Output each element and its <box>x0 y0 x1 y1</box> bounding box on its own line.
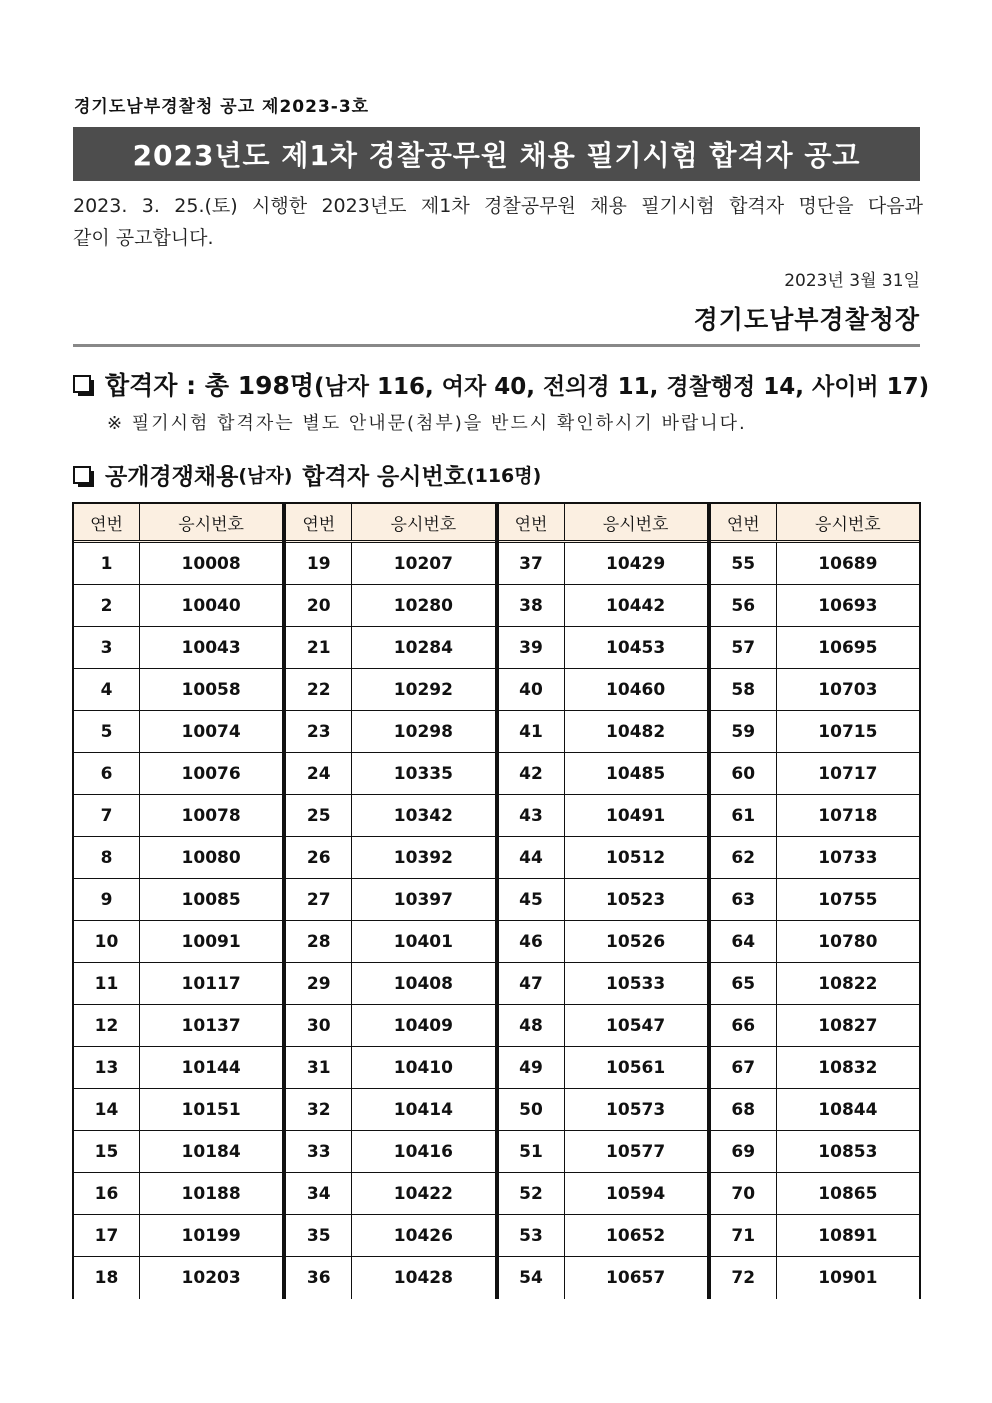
cell-serial: 67 <box>711 1047 777 1088</box>
table-row <box>499 1131 707 1173</box>
table-row <box>711 1173 919 1215</box>
table-row <box>499 921 707 963</box>
cell-serial: 9 <box>74 879 140 920</box>
cell-exam-number: 10184 <box>181 1141 241 1162</box>
table-row <box>711 879 919 921</box>
table-row <box>499 1215 707 1257</box>
summary-label: 합격자 : 총 198명 <box>105 371 315 400</box>
issuer-name: 경기도남부경찰청장 <box>693 305 920 334</box>
cell-exam-number: 10561 <box>606 1057 666 1078</box>
header-cell-id: 응시번호 <box>602 514 669 535</box>
cell-serial: 52 <box>499 1173 565 1214</box>
cell-serial: 51 <box>499 1131 565 1172</box>
cell-serial: 37 <box>499 543 565 584</box>
table-row <box>74 1005 282 1047</box>
cell-exam-number: 10078 <box>181 805 241 826</box>
cell-exam-number: 10689 <box>818 553 878 574</box>
cell-serial: 1 <box>74 543 140 584</box>
cell-exam-number: 10076 <box>181 763 241 784</box>
divider <box>73 344 920 347</box>
cell-exam-number: 10392 <box>393 847 453 868</box>
table-row <box>286 1131 494 1173</box>
table-row <box>499 543 707 585</box>
cell-exam-number: 10342 <box>393 805 453 826</box>
cell-exam-number: 10408 <box>393 973 453 994</box>
cell-serial: 47 <box>499 963 565 1004</box>
section-heading <box>73 458 541 491</box>
cell-exam-number: 10695 <box>818 637 878 658</box>
table-row <box>711 543 919 585</box>
cell-serial: 57 <box>711 627 777 668</box>
table-row <box>74 669 282 711</box>
cell-exam-number: 10284 <box>393 637 453 658</box>
cell-exam-number: 10008 <box>181 553 241 574</box>
cell-serial: 45 <box>499 879 565 920</box>
cell-exam-number: 10429 <box>606 553 666 574</box>
table-row <box>286 711 494 753</box>
cell-exam-number: 10442 <box>606 595 666 616</box>
cell-serial: 70 <box>711 1173 777 1214</box>
table-row <box>499 585 707 627</box>
cell-serial: 16 <box>74 1173 140 1214</box>
summary-heading <box>73 366 929 402</box>
table-row <box>711 669 919 711</box>
cell-exam-number: 10832 <box>818 1057 878 1078</box>
cell-serial: 69 <box>711 1131 777 1172</box>
table-row <box>711 837 919 879</box>
summary-note: ※ 필기시험 합격자는 별도 안내문(첨부)을 반드시 확인하시기 바랍니다. <box>107 413 747 434</box>
table-row <box>286 837 494 879</box>
table-row <box>286 963 494 1005</box>
cell-serial: 58 <box>711 669 777 710</box>
table-header-row <box>711 504 919 543</box>
cell-serial: 46 <box>499 921 565 962</box>
table-row <box>711 963 919 1005</box>
intro-line-1: 2023. 3. 25.(토) 시행한 2023년도 제1차 경찰공무원 채용 필기시험 합격자 명단을 다음과 <box>73 195 923 217</box>
table-row <box>74 753 282 795</box>
checkbox-square-icon <box>73 466 91 484</box>
cell-exam-number: 10422 <box>393 1183 453 1204</box>
cell-serial: 35 <box>286 1215 352 1256</box>
cell-serial: 15 <box>74 1131 140 1172</box>
cell-serial: 49 <box>499 1047 565 1088</box>
cell-exam-number: 10703 <box>818 679 878 700</box>
table-row <box>711 585 919 627</box>
cell-serial: 60 <box>711 753 777 794</box>
cell-exam-number: 10717 <box>818 763 878 784</box>
table-row <box>286 1173 494 1215</box>
table-row <box>286 879 494 921</box>
header-cell-no: 연번 <box>711 504 777 540</box>
cell-exam-number: 10058 <box>181 679 241 700</box>
cell-exam-number: 10526 <box>606 931 666 952</box>
cell-exam-number: 10853 <box>818 1141 878 1162</box>
table-row <box>499 1005 707 1047</box>
cell-serial: 18 <box>74 1257 140 1299</box>
cell-serial: 2 <box>74 585 140 626</box>
cell-exam-number: 10491 <box>606 805 666 826</box>
cell-serial: 44 <box>499 837 565 878</box>
notice-number: 경기도남부경찰청 공고 제2023-3호 <box>74 97 370 117</box>
cell-serial: 30 <box>286 1005 352 1046</box>
cell-exam-number: 10482 <box>606 721 666 742</box>
cell-exam-number: 10822 <box>818 973 878 994</box>
cell-serial: 61 <box>711 795 777 836</box>
table-row <box>499 1257 707 1299</box>
cell-serial: 50 <box>499 1089 565 1130</box>
table-column-group <box>286 504 494 1299</box>
cell-exam-number: 10117 <box>181 973 241 994</box>
header-cell-id: 응시번호 <box>815 514 881 535</box>
cell-exam-number: 10533 <box>606 973 666 994</box>
cell-exam-number: 10040 <box>181 595 241 616</box>
cell-serial: 19 <box>286 543 352 584</box>
table-row <box>74 795 282 837</box>
cell-serial: 65 <box>711 963 777 1004</box>
table-row <box>711 711 919 753</box>
cell-serial: 20 <box>286 585 352 626</box>
table-row <box>286 1215 494 1257</box>
cell-serial: 42 <box>499 753 565 794</box>
table-row <box>74 879 282 921</box>
cell-serial: 11 <box>74 963 140 1004</box>
cell-serial: 23 <box>286 711 352 752</box>
cell-exam-number: 10428 <box>393 1268 453 1288</box>
table-row <box>499 879 707 921</box>
table-row <box>499 1173 707 1215</box>
cell-serial: 48 <box>499 1005 565 1046</box>
table-row <box>286 627 494 669</box>
cell-serial: 26 <box>286 837 352 878</box>
table-row <box>286 543 494 585</box>
table-row <box>711 795 919 837</box>
cell-exam-number: 10080 <box>181 847 241 868</box>
cell-serial: 56 <box>711 585 777 626</box>
header-cell-id: 응시번호 <box>390 514 457 535</box>
cell-serial: 24 <box>286 753 352 794</box>
table-row <box>711 1131 919 1173</box>
cell-exam-number: 10280 <box>393 595 453 616</box>
cell-exam-number: 10401 <box>393 931 453 952</box>
table-row <box>74 1257 282 1299</box>
cell-serial: 32 <box>286 1089 352 1130</box>
cell-serial: 28 <box>286 921 352 962</box>
cell-serial: 4 <box>74 669 140 710</box>
cell-serial: 6 <box>74 753 140 794</box>
table-row <box>74 1215 282 1257</box>
cell-serial: 25 <box>286 795 352 836</box>
cell-exam-number: 10891 <box>818 1225 878 1246</box>
table-row <box>286 585 494 627</box>
cell-exam-number: 10460 <box>606 679 666 700</box>
cell-serial: 34 <box>286 1173 352 1214</box>
cell-serial: 72 <box>711 1257 777 1299</box>
table-header-row <box>286 504 494 543</box>
table-header-row <box>74 504 282 543</box>
cell-serial: 14 <box>74 1089 140 1130</box>
cell-exam-number: 10657 <box>606 1268 666 1288</box>
cell-exam-number: 10901 <box>818 1268 878 1288</box>
table-row <box>286 753 494 795</box>
table-row <box>711 1047 919 1089</box>
cell-exam-number: 10074 <box>181 721 241 742</box>
table-row <box>711 921 919 963</box>
table-row <box>74 711 282 753</box>
cell-serial: 22 <box>286 669 352 710</box>
cell-exam-number: 10733 <box>818 847 878 868</box>
cell-exam-number: 10414 <box>393 1099 453 1120</box>
table-row <box>711 627 919 669</box>
cell-exam-number: 10137 <box>181 1015 241 1036</box>
cell-exam-number: 10594 <box>606 1183 666 1204</box>
table-row <box>711 753 919 795</box>
cell-exam-number: 10780 <box>818 931 878 952</box>
cell-exam-number: 10652 <box>606 1225 666 1246</box>
table-row <box>74 963 282 1005</box>
header-cell-id: 응시번호 <box>178 514 244 535</box>
cell-serial: 12 <box>74 1005 140 1046</box>
table-row <box>286 1005 494 1047</box>
cell-serial: 31 <box>286 1047 352 1088</box>
cell-serial: 71 <box>711 1215 777 1256</box>
cell-exam-number: 10715 <box>818 721 878 742</box>
table-row <box>499 963 707 1005</box>
table-row <box>499 795 707 837</box>
table-row <box>286 1257 494 1299</box>
cell-exam-number: 10151 <box>181 1099 241 1120</box>
cell-exam-number: 10416 <box>393 1141 453 1162</box>
cell-serial: 43 <box>499 795 565 836</box>
table-row <box>74 1089 282 1131</box>
cell-exam-number: 10865 <box>818 1183 878 1204</box>
table-column-group <box>74 504 282 1299</box>
cell-exam-number: 10426 <box>393 1225 453 1246</box>
cell-serial: 53 <box>499 1215 565 1256</box>
cell-exam-number: 10043 <box>181 637 241 658</box>
cell-exam-number: 10203 <box>181 1268 241 1288</box>
cell-exam-number: 10485 <box>606 763 666 784</box>
cell-exam-number: 10397 <box>393 889 453 910</box>
cell-serial: 63 <box>711 879 777 920</box>
cell-exam-number: 10573 <box>606 1099 666 1120</box>
intro-line-2: 같이 공고합니다. <box>73 227 214 249</box>
table-row <box>74 627 282 669</box>
table-row <box>711 1005 919 1047</box>
header-cell-no: 연번 <box>74 504 140 540</box>
cell-exam-number: 10718 <box>818 805 878 826</box>
cell-exam-number: 10827 <box>818 1015 878 1036</box>
intro-paragraph <box>73 190 923 254</box>
section-category: (남자) <box>238 465 293 487</box>
cell-exam-number: 10577 <box>606 1141 666 1162</box>
cell-serial: 5 <box>74 711 140 752</box>
section-title-2: 합격자 응시번호 <box>302 464 466 490</box>
table-row <box>499 1047 707 1089</box>
cell-serial: 29 <box>286 963 352 1004</box>
cell-exam-number: 10410 <box>393 1057 453 1078</box>
cell-serial: 33 <box>286 1131 352 1172</box>
header-cell-no: 연번 <box>499 504 565 540</box>
cell-exam-number: 10199 <box>181 1225 241 1246</box>
table-row <box>74 1047 282 1089</box>
table-column-group <box>499 504 707 1299</box>
section-title: 공개경쟁채용 <box>105 464 239 490</box>
cell-exam-number: 10188 <box>181 1183 241 1204</box>
cell-exam-number: 10298 <box>393 721 453 742</box>
cell-serial: 59 <box>711 711 777 752</box>
table-column-group <box>711 504 919 1299</box>
table-row <box>499 753 707 795</box>
cell-serial: 40 <box>499 669 565 710</box>
summary-detail: (남자 116, 여자 40, 전의경 11, 경찰행정 14, 사이버 17) <box>314 373 930 400</box>
table-row <box>286 1047 494 1089</box>
cell-serial: 64 <box>711 921 777 962</box>
header-cell-no: 연번 <box>286 504 352 540</box>
table-row <box>711 1089 919 1131</box>
checkbox-square-icon <box>73 375 91 393</box>
cell-serial: 66 <box>711 1005 777 1046</box>
cell-serial: 27 <box>286 879 352 920</box>
cell-exam-number: 10144 <box>181 1057 241 1078</box>
cell-exam-number: 10547 <box>606 1015 666 1036</box>
table-row <box>74 543 282 585</box>
cell-serial: 13 <box>74 1047 140 1088</box>
cell-serial: 68 <box>711 1089 777 1130</box>
cell-serial: 21 <box>286 627 352 668</box>
table-row <box>499 711 707 753</box>
cell-serial: 8 <box>74 837 140 878</box>
cell-serial: 38 <box>499 585 565 626</box>
table-row <box>286 1089 494 1131</box>
cell-exam-number: 10207 <box>393 553 453 574</box>
table-header-row <box>499 504 707 543</box>
table-row <box>711 1215 919 1257</box>
cell-serial: 10 <box>74 921 140 962</box>
cell-exam-number: 10453 <box>606 637 666 658</box>
cell-exam-number: 10335 <box>393 763 453 784</box>
table-row <box>286 921 494 963</box>
section-count: (116명) <box>465 465 542 487</box>
table-row <box>74 1131 282 1173</box>
table-row <box>286 669 494 711</box>
table-row <box>499 837 707 879</box>
table-row <box>499 669 707 711</box>
cell-serial: 7 <box>74 795 140 836</box>
cell-serial: 54 <box>499 1257 565 1299</box>
cell-serial: 62 <box>711 837 777 878</box>
cell-serial: 41 <box>499 711 565 752</box>
table-row <box>499 1089 707 1131</box>
table-row <box>286 795 494 837</box>
cell-exam-number: 10844 <box>818 1099 878 1120</box>
table-row <box>74 585 282 627</box>
table-row <box>74 1173 282 1215</box>
cell-exam-number: 10091 <box>181 931 241 952</box>
cell-exam-number: 10755 <box>818 889 878 910</box>
table-row <box>74 921 282 963</box>
cell-serial: 36 <box>286 1257 352 1299</box>
cell-exam-number: 10512 <box>606 847 666 868</box>
cell-exam-number: 10409 <box>393 1015 453 1036</box>
cell-exam-number: 10085 <box>181 889 241 910</box>
notice-date: 2023년 3월 31일 <box>784 271 920 291</box>
page-title: 2023년도 제1차 경찰공무원 채용 필기시험 합격자 공고 <box>73 127 920 181</box>
cell-serial: 17 <box>74 1215 140 1256</box>
cell-serial: 39 <box>499 627 565 668</box>
cell-exam-number: 10292 <box>393 679 453 700</box>
table-row <box>711 1257 919 1299</box>
table-row <box>74 837 282 879</box>
cell-serial: 55 <box>711 543 777 584</box>
cell-serial: 3 <box>74 627 140 668</box>
table-row <box>499 627 707 669</box>
cell-exam-number: 10693 <box>818 595 878 616</box>
results-table <box>72 502 921 1299</box>
cell-exam-number: 10523 <box>606 889 666 910</box>
